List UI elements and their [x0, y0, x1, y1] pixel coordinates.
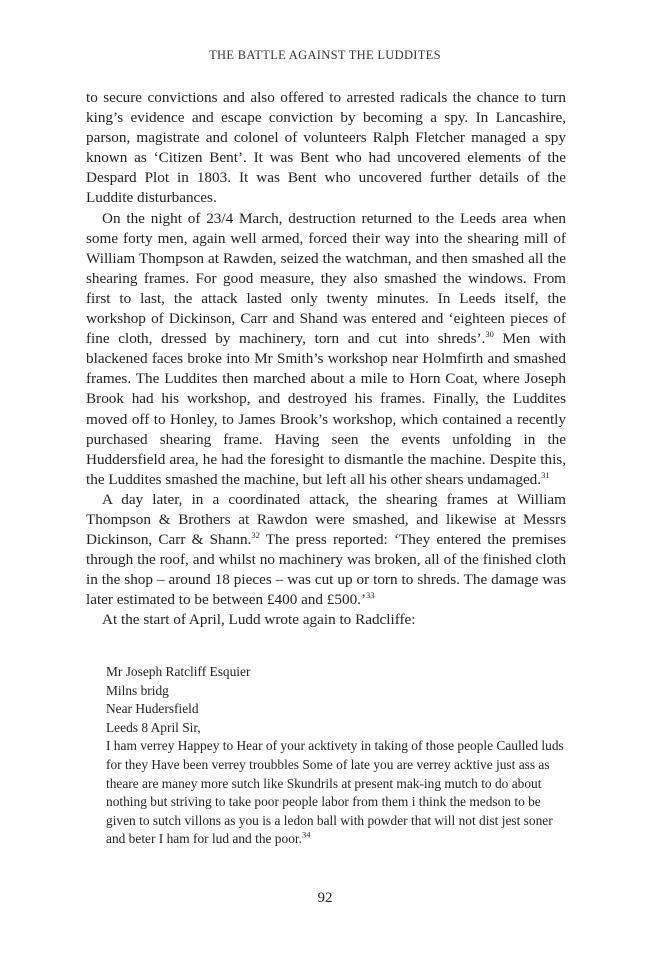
paragraph-3: [86, 490, 566, 611]
paragraph-4: At the start of April, Ludd wrote again to Radcliffe:: [102, 611, 416, 629]
footnote-ref-31[interactable]: 31: [541, 469, 550, 480]
letter-body: [106, 737, 566, 849]
paragraph-2-text-a: On the night of 23/4 March, destruction returned to the Leeds area when some forty men, again well armed, forced their way into the shearing mill of William Thompson at Rawden, seized the watchman, and then smashed all the shearing frames. For good measure, they also smashed the windows. From first to last, the attack lasted only twenty minutes. In Leeds itself, the workshop of Dickinson, Carr and Shand was entered and ‘eighteen pieces of fine cloth, dressed by machinery, torn and cut into shreds’.: [86, 209, 566, 348]
paragraph-1: to secure convictions and also offered to arrested radicals the chance to turn king’s evidence and escape conviction by becoming a spy. In Lancashire, parson, magistrate and colonel of volunteers Ralph Fletcher managed a spy known as ‘Citizen Bent’. It was Bent who had uncovered elements of the Despard Plot in 1803. It was Bent who uncovered further details of the Luddite disturbances.: [86, 89, 566, 207]
paragraph-2-text-b: Men with blackened faces broke into Mr Smith’s workshop near Holmfirth and smashed frames. The Luddites then marched about a mile to Horn Coat, where Joseph Brook had his workshop, and destroyed his frames. Finally, the Luddites moved off to Honley, to James Brook’s workshop, which contained a recently purchased shearing frame. Having seen the events unfolding in the Huddersfield area, he had the foresight to dismantle the machine. Despite this, the Luddites smashed the machine, but left all his other shears undamaged.: [86, 330, 567, 488]
body-text: [86, 88, 566, 631]
footnote-ref-34[interactable]: 34: [301, 829, 311, 840]
page-number: 92: [317, 890, 333, 906]
letter-dateline: Leeds 8 April Sir,: [106, 719, 201, 735]
letter-place: Milns bridg: [106, 682, 169, 698]
footnote-ref-33[interactable]: 33: [366, 590, 375, 601]
letter-addressee: Mr Joseph Ratcliff Esquier: [106, 664, 251, 679]
letter-near: Near Hudersfield: [106, 701, 199, 717]
footnote-ref-30[interactable]: 30: [485, 329, 494, 340]
quoted-letter: [106, 663, 566, 849]
running-head: THE BATTLE AGAINST THE LUDDITES: [209, 48, 441, 62]
letter-body-text: I ham verrey Happey to Hear of your acktivety in taking of those people Caulled luds for they Have been verrey troubbles Some of late you are verrey acktive just ass as theare are maney more sutch like Skundrils at present mak-ing mutch to do about nothing but striving to take poor people labor from them i think the medson to be given to sutch villons as you is a ledon ball with powder that will not dist jest soner and beter I ham for lud and the poor.: [106, 738, 564, 847]
footnote-ref-32[interactable]: 32: [251, 530, 260, 540]
paragraph-2: [86, 209, 566, 490]
paragraph-3-text-a: A day later, in a coordinated attack, the shearing frames at William Thompson & Brothers at Rawdon were smashed, and likewise at Messrs Dickinson, Carr & Shann.: [86, 490, 566, 549]
paragraph-3-text-b: The press reported: ‘They entered the premises through the roof, and whilst no machinery was broken, all of the finished cloth in the shop – around 18 pieces – was cut up or torn to shreds. The damage was later estimated to be between £400 and £500.’: [86, 531, 567, 609]
